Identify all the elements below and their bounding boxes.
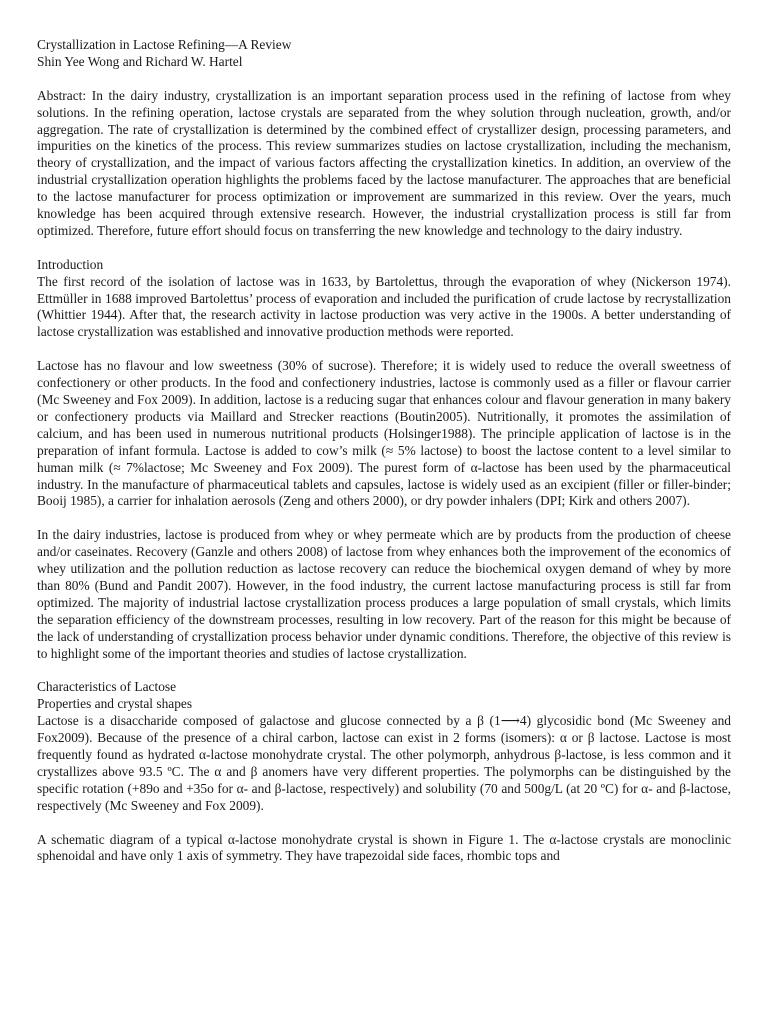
introduction-paragraph-3: In the dairy industries, lactose is produced from whey or whey permeate which are by products from the production of cheese and/or caseinates. Recovery (Ganzle and others 2008) of lactose from whey enhances both the improvement of the economics of whey utilization and the pollution reduction as lactose recovery can reduce the biochemical oxygen demand of whey by more than 80% (Bund and Pandit 2007). However, in the food industry, the current lactose manufacturing process is still far from optimized. The majority of industrial lactose crystallization process produces a large population of small crystals, which limits the separation efficiency of the downstream processes, resulting in low recovery. Part of the reason for this might be because of the lack of understanding of crystallization process behavior under dynamic conditions. Therefore, the objective of this review is to highlight some of the important theories and studies of lactose crystallization.: [37, 527, 731, 661]
characteristics-paragraph-1: Lactose is a disaccharide composed of galactose and glucose connected by a β (1⟶4) glycosidic bond (Mc Sweeney and Fox2009). Because of the presence of a chiral carbon, lactose can exist in 2 forms (isomers): α or β lactose. Lactose is most frequently found as hydrated α-lactose monohydrate crystal. The other polymorph, anhydrous β-lactose, is less common and it crystallizes above 93.5 ºC. The α and β anomers have very different properties. The polymorphs can be distinguished by the specific rotation (+89o and +35o for α- and β-lactose, respectively) and solubility (70 and 500g/L (at 20 ºC) for α- and β-lactose, respectively (Mc Sweeney and Fox 2009).: [37, 713, 731, 813]
introduction-heading: Introduction: [37, 256, 104, 272]
paper-title: Crystallization in Lactose Refining—A Review: [37, 37, 292, 52]
document-page: [37, 37, 731, 865]
characteristics-heading: Characteristics of Lactose: [37, 679, 177, 695]
characteristics-paragraph-2: A schematic diagram of a typical α-lactose monohydrate crystal is shown in Figure 1. The α-lactose crystals are monoclinic sphenoidal and have only 1 axis of symmetry. They have trapezoidal side faces, rhombic tops and: [37, 831, 731, 864]
introduction-paragraph-1: The first record of the isolation of lactose was in 1633, by Bartolettus, through the evaporation of whey (Nickerson 1974). Ettmüller in 1688 improved Bartolettus’ process of evaporation and included the purification of crude lactose by recrystallization (Whittier 1944). After that, the research activity in lactose production was very active in the 1900s. A better understanding of lactose crystallization was established and innovative production methods were reported.: [37, 273, 731, 340]
introduction-paragraph-2: Lactose has no flavour and low sweetness (30% of sucrose). Therefore; it is widely used to reduce the overall sweetness of confectionery or other products. In the food and confectionery industries, lactose is commonly used as a filler or flavour carrier (Mc Sweeney and Fox 2009). In addition, lactose is a reducing sugar that enhances colour and flavour generation in many bakery or confectionery products via Maillard and Strecker reactions (Boutin2005). Nutritionally, it promotes the assimilation of calcium, and has been used in numerous nutritional products (Holsinger1988). The principle application of lactose is in the preparation of infant formula. Lactose is added to cow’s milk (≈ 5% lactose) to boost the lactose content to a level similar to human milk (≈ 7%lactose; Mc Sweeney and Fox 2009). The purest form of α-lactose has been used by the pharmaceutical industry. In the manufacture of pharmaceutical tablets and capsules, lactose is widely used as an excipient (filler or filler-binder; Booij 1985), a carrier for inhalation aerosols (Zeng and others 2000), or dry powder inhalers (DPI; Kirk and others 2007).: [37, 358, 731, 509]
abstract-paragraph: Abstract: In the dairy industry, crystallization is an important separation process used in the refining of lactose from whey solutions. In the refining operation, lactose crystals are separated from the whey solution through nucleation, growth, and/or aggregation. The rate of crystallization is determined by the combined effect of crystallizer design, processing parameters, and impurities on the kinetics of the process. This review summarizes studies on lactose crystallization, including the mechanism, theory of crystallization, and the impact of various factors affecting the crystallization kinetics. In addition, an overview of the industrial crystallization operation highlights the problems faced by the lactose manufacturer. The approaches that are beneficial to the lactose manufacturer for process optimization or improvement are summarized in this review. Over the years, much knowledge has been acquired through extensive research. However, the industrial crystallization process is still far from optimized. Therefore, future effort should focus on transferring the new knowledge and technology to the dairy industry.: [37, 87, 731, 238]
properties-subheading: Properties and crystal shapes: [37, 696, 193, 712]
paper-authors: Shin Yee Wong and Richard W. Hartel: [37, 53, 243, 69]
